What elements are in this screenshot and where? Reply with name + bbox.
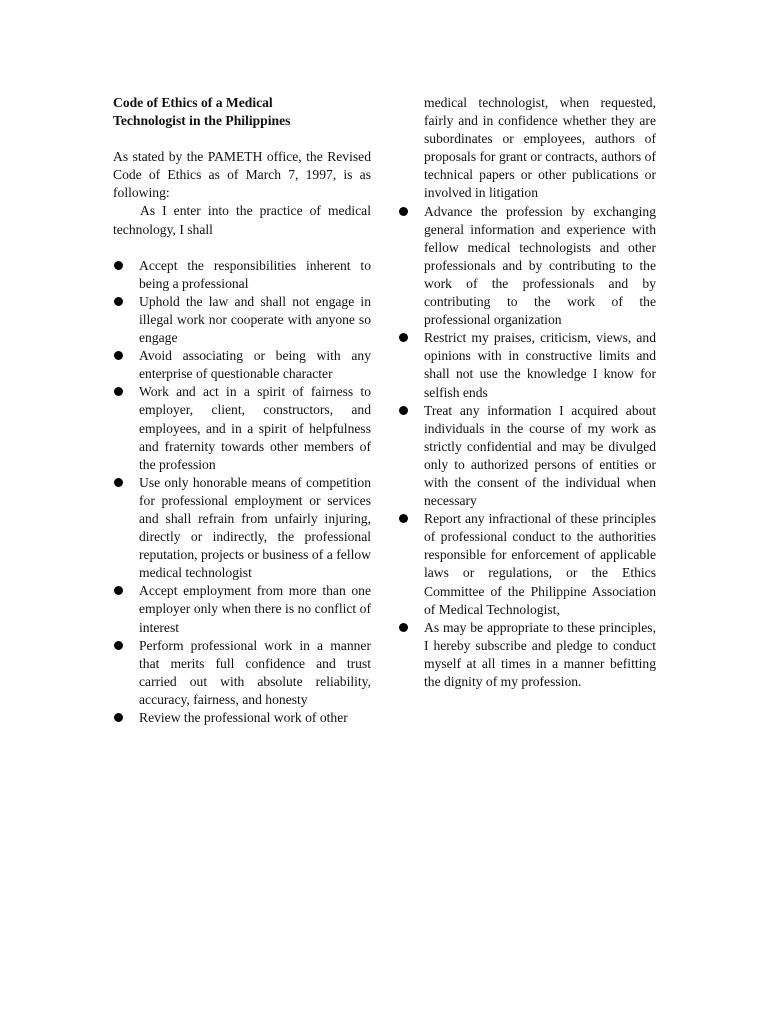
list-item-continuation: medical technologist, when requested, fairly and in confidence whether they are subordinates or employees, authors of proposals for grant or contracts, authors of technical papers or other publications or involved in litigation — [424, 95, 656, 201]
list-item — [398, 329, 656, 401]
bullet-icon — [399, 333, 408, 342]
list-item — [398, 402, 656, 511]
list-item — [113, 474, 371, 583]
right-column — [398, 94, 656, 691]
list-item-text: Advance the profession by exchanging general information and experience with fellow medical technologists and other professionals and by contributing to the work of the professionals and by contributing to the work of the professional organization — [424, 203, 656, 328]
list-item-text: Accept the responsibilities inherent to being a professional — [139, 257, 371, 291]
bullet-icon — [114, 586, 123, 595]
list-item-text: Use only honorable means of competition for professional employment or services and shall refrain from unfairly injuring, directly or indirectly, the professional reputation, projects or business of a fellow medical technologist — [139, 474, 371, 581]
left-column — [113, 94, 371, 727]
list-item-text: Restrict my praises, criticism, views, and opinions with in constructive limits and shall not use the knowledge I know for selfish ends — [424, 330, 656, 400]
list-item-text: Review the professional work of other — [139, 710, 348, 725]
bullet-icon — [399, 623, 408, 632]
list-item-text: As may be appropriate to these principles, I hereby subscribe and pledge to conduct myself at all times in a manner befitting the dignity of my profession. — [424, 619, 656, 689]
bullet-icon — [114, 641, 123, 650]
bullet-icon — [114, 261, 123, 270]
list-item-text: Accept employment from more than one employer only when there is no conflict of interest — [139, 583, 371, 635]
list-item — [398, 619, 656, 691]
bullet-icon — [114, 713, 123, 722]
list-item — [113, 293, 371, 347]
bullet-icon — [114, 297, 123, 306]
title-line-1: Code of Ethics of a Medical — [113, 95, 273, 110]
right-bullet-list — [398, 203, 656, 692]
list-item — [113, 637, 371, 709]
list-item-text: Avoid associating or being with any enterprise of questionable character — [139, 348, 371, 382]
bullet-icon — [114, 387, 123, 396]
list-item — [113, 257, 371, 293]
document-title — [113, 94, 371, 130]
intro-continued-paragraph: As I enter into the practice of medical technology, I shall — [113, 203, 371, 237]
list-item — [113, 709, 371, 727]
list-item-text: Treat any information I acquired about individuals in the course of my work as strictly confidential and may be divulged only to authorized persons of entities or with the consent of the individual when necessary — [424, 402, 656, 509]
list-item-text: Perform professional work in a manner that merits full confidence and trust carried out with absolute reliability, accuracy, fairness, and honesty — [139, 637, 371, 707]
left-bullet-list — [113, 257, 371, 727]
list-item — [113, 582, 371, 636]
title-line-2: Technologist in the Philippines — [113, 113, 291, 129]
list-item-text: Work and act in a spirit of fairness to employer, client, constructors, and employees, and in a spirit of helpfulness and fraternity towards other members of the profession — [139, 384, 371, 472]
bullet-icon — [114, 351, 123, 360]
list-item — [113, 383, 371, 473]
list-item-text: Uphold the law and shall not engage in illegal work nor cooperate with anyone so engage — [139, 293, 371, 346]
list-item — [398, 203, 656, 330]
bullet-icon — [399, 514, 408, 523]
bullet-icon — [399, 406, 408, 415]
list-item-text: Report any infractional of these principles of professional conduct to the authorities responsible for enforcement of applicable laws or regulations, or the Ethics Committee of the Philippine Association of Medical Technologist, — [424, 511, 656, 617]
list-item — [398, 510, 656, 619]
bullet-icon — [399, 207, 408, 216]
bullet-icon — [114, 478, 123, 487]
intro-paragraph: As stated by the PAMETH office, the Revised Code of Ethics as of March 7, 1997, is as following: — [113, 149, 371, 201]
list-item — [113, 347, 371, 383]
